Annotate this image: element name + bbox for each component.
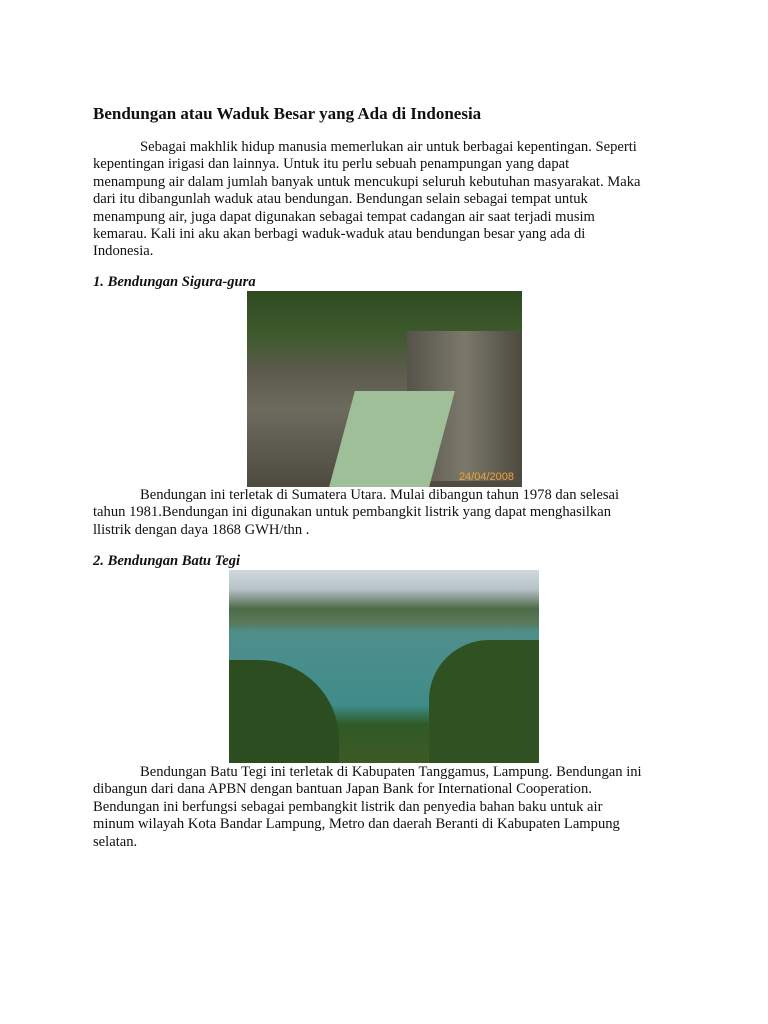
intro-paragraph [93,139,693,261]
text-line: selatan. [93,833,138,850]
text-line: kepentingan irigasi dan lainnya. Untuk itu perlu sebuah penampungan yang dapat [93,156,570,173]
text-line: Bendungan ini berfungsi sebagai pembangkit listrik dan penyedia bahan baku untuk air [93,798,603,815]
text-line: Bendungan ini terletak di Sumatera Utara. Mulai dibangun tahun 1978 dan selesai [140,487,620,503]
text-line: llistrik dengan daya 1868 GWH/thn . [93,521,310,538]
sigura-gura-paragraph [93,487,693,539]
sigura-gura-dam-photo [247,291,522,487]
text-line: dibangun dari dana APBN dengan bantuan Japan Bank for International Cooperation. [93,781,592,798]
section-heading-batu-tegi: 2. Bendungan Batu Tegi [93,553,241,569]
photo-timestamp: 24/04/2008 [458,471,514,483]
text-line: minum wilayah Kota Bandar Lampung, Metro dan daerah Beranti di Kabupaten Lampung [93,816,620,833]
batu-tegi-dam-photo [229,570,539,763]
text-line: Bendungan Batu Tegi ini terletak di Kabupaten Tanggamus, Lampung. Bendungan ini [140,764,642,780]
text-line: Indonesia. [93,243,154,260]
text-line: dari itu dibangunlah waduk atau bendungan. Bendungan selain sebagai tempat untuk [93,191,588,208]
text-line: tahun 1981.Bendungan ini digunakan untuk pembangkit listrik yang dapat menghasilkan [93,504,611,521]
section-heading-sigura-gura: 1. Bendungan Sigura-gura [93,274,256,290]
text-line: menampung air, juga dapat digunakan sebagai tempat cadangan air saat terjadi musim [93,208,595,225]
document-title: Bendungan atau Waduk Besar yang Ada di Indonesia [93,104,482,123]
batu-tegi-paragraph [93,764,693,851]
text-line: kemarau. Kali ini aku akan berbagi waduk-waduk atau bendungan besar yang ada di [93,226,586,243]
text-line: menampung air dalam jumlah banyak untuk mencukupi seluruh kebutuhan masyarakat. Maka [93,173,641,190]
text-line: Sebagai makhlik hidup manusia memerlukan air untuk berbagai kepentingan. Seperti [140,139,637,155]
